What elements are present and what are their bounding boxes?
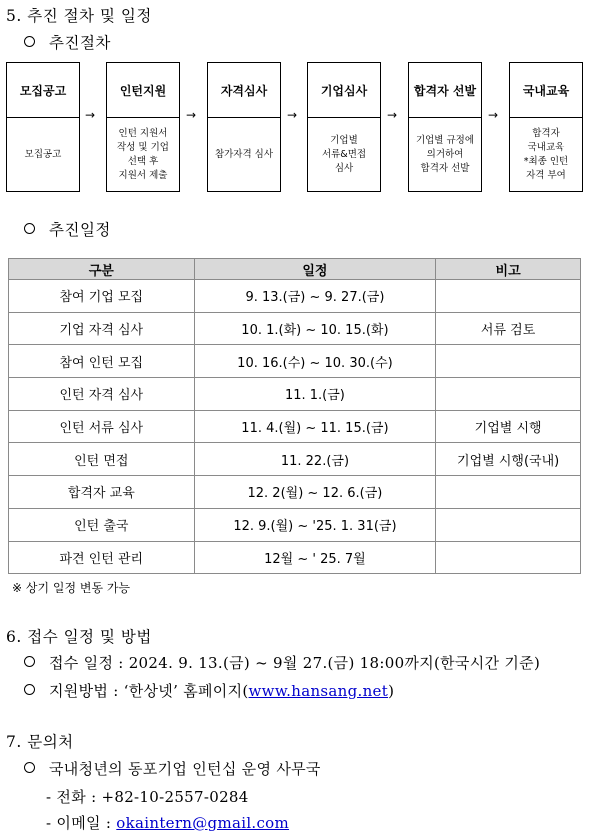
flow-step-line: 자격 부여 <box>526 169 566 181</box>
flow-step-body <box>409 118 481 191</box>
table-header-row <box>9 259 581 280</box>
arrow-right-icon: → <box>85 108 96 122</box>
schedule-note: ※ 상기 일정 변동 가능 <box>12 581 131 595</box>
flow-step-line: 심사 <box>334 162 354 174</box>
flow-step-line: 합격자 선발 <box>420 162 470 174</box>
arrow-right-icon: → <box>287 108 298 122</box>
table-row <box>9 280 581 313</box>
flow-step-line: 기업별 규정에 <box>415 134 475 146</box>
flow-step-body <box>107 118 179 191</box>
table-cell: 참여 기업 모집 <box>9 280 195 313</box>
table-cell: 10. 16.(수) ~ 10. 30.(수) <box>194 345 436 378</box>
procedure-heading <box>24 31 111 53</box>
table-cell: 기업별 시행(국내) <box>436 443 581 476</box>
flow-step-title: 인턴지원 <box>107 63 179 118</box>
table-cell: 12. 9.(월) ~ '25. 1. 31(금) <box>194 508 436 541</box>
office-line <box>24 758 321 779</box>
table-header-schedule: 일정 <box>194 259 436 280</box>
flow-step-title: 자격심사 <box>208 63 280 118</box>
flow-step-line: 모집공고 <box>24 148 62 160</box>
table-row <box>9 410 581 443</box>
table-row <box>9 312 581 345</box>
table-cell: 12월 ~ ' 25. 7월 <box>194 541 436 574</box>
flow-step-line: 인턴 지원서 <box>118 127 168 139</box>
table-cell: 기업 자격 심사 <box>9 312 195 345</box>
hansang-link[interactable]: www.hansang.net <box>248 682 389 700</box>
table-row <box>9 378 581 411</box>
flow-step-5 <box>408 62 482 192</box>
arrow-right-icon: → <box>186 108 197 122</box>
arrow-right-icon: → <box>488 108 499 122</box>
application-method-text: 지원방법 : ‘한상넷’ 홈페이지( <box>49 682 249 700</box>
table-cell: 파견 인턴 관리 <box>9 541 195 574</box>
bullet-circle-icon <box>24 762 35 773</box>
table-cell <box>436 345 581 378</box>
application-method-line <box>24 680 394 701</box>
table-cell <box>436 280 581 313</box>
flow-step-body <box>7 118 79 191</box>
schedule-title: 추진일정 <box>49 221 111 239</box>
email-line <box>46 812 289 833</box>
flow-step-line: 서류&면접 <box>321 148 367 160</box>
table-cell: 서류 검토 <box>436 312 581 345</box>
flow-step-title: 국내교육 <box>510 63 582 118</box>
application-method-suffix: ) <box>388 682 395 700</box>
table-row <box>9 476 581 509</box>
table-header-category: 구분 <box>9 259 195 280</box>
receipt-schedule-text: 접수 일정 : 2024. 9. 13.(금) ~ 9월 27.(금) 18:00까지(한국시간 기준) <box>49 654 541 672</box>
flow-step-line: 합격자 <box>532 127 560 139</box>
phone-line: - 전화 : +82-10-2557-0284 <box>46 788 249 806</box>
table-cell <box>436 378 581 411</box>
table-cell: 11. 4.(월) ~ 11. 15.(금) <box>194 410 436 443</box>
flow-step-line: 참가자격 심사 <box>214 148 274 160</box>
procedure-title: 추진절차 <box>49 34 111 52</box>
table-cell: 9. 13.(금) ~ 9. 27.(금) <box>194 280 436 313</box>
section-6-title: 6. 접수 일정 및 방법 <box>6 628 152 646</box>
table-cell: 11. 1.(금) <box>194 378 436 411</box>
bullet-circle-icon <box>24 656 35 667</box>
flow-step-line: 선택 후 <box>127 155 159 167</box>
flow-step-line: 의거하여 <box>426 148 464 160</box>
flow-step-line: *최종 인턴 <box>523 155 569 167</box>
table-row <box>9 443 581 476</box>
flow-step-3 <box>207 62 281 192</box>
flow-step-body <box>510 118 582 191</box>
table-row <box>9 345 581 378</box>
table-header-remarks: 비고 <box>436 259 581 280</box>
arrow-right-icon: → <box>387 108 398 122</box>
flow-step-title: 기업심사 <box>308 63 380 118</box>
section-5-title: 5. 추진 절차 및 일정 <box>6 7 152 25</box>
table-cell <box>436 508 581 541</box>
flow-step-line: 국내교육 <box>527 141 565 153</box>
table-cell: 합격자 교육 <box>9 476 195 509</box>
section-7-title: 7. 문의처 <box>6 733 74 751</box>
table-cell: 기업별 시행 <box>436 410 581 443</box>
flow-step-6 <box>509 62 583 192</box>
flow-step-body <box>308 118 380 191</box>
schedule-table <box>8 258 581 574</box>
flow-step-line: 기업별 <box>330 134 358 146</box>
table-cell: 12. 2(월) ~ 12. 6.(금) <box>194 476 436 509</box>
flow-step-line: 지원서 제출 <box>118 169 168 181</box>
flow-step-4 <box>307 62 381 192</box>
table-cell: 11. 22.(금) <box>194 443 436 476</box>
flow-step-1 <box>6 62 80 192</box>
bullet-circle-icon <box>24 36 35 47</box>
flow-step-title: 모집공고 <box>7 63 79 118</box>
table-cell: 인턴 출국 <box>9 508 195 541</box>
table-row <box>9 508 581 541</box>
office-text: 국내청년의 동포기업 인턴십 운영 사무국 <box>49 760 321 778</box>
table-cell: 참여 인턴 모집 <box>9 345 195 378</box>
flow-step-line: 작성 및 기업 <box>117 141 169 153</box>
table-cell <box>436 476 581 509</box>
email-link[interactable]: okaintern@gmail.com <box>116 814 290 832</box>
schedule-heading <box>24 218 111 240</box>
flow-step-2 <box>106 62 180 192</box>
table-cell: 인턴 면접 <box>9 443 195 476</box>
bullet-circle-icon <box>24 684 35 695</box>
table-cell: 인턴 자격 심사 <box>9 378 195 411</box>
table-cell <box>436 541 581 574</box>
table-row <box>9 541 581 574</box>
table-cell: 10. 1.(화) ~ 10. 15.(화) <box>194 312 436 345</box>
email-label: - 이메일 : <box>46 814 117 832</box>
flow-step-title: 합격자 선발 <box>409 63 481 118</box>
flow-step-body <box>208 118 280 191</box>
table-cell: 인턴 서류 심사 <box>9 410 195 443</box>
bullet-circle-icon <box>24 223 35 234</box>
receipt-schedule-line <box>24 652 540 673</box>
